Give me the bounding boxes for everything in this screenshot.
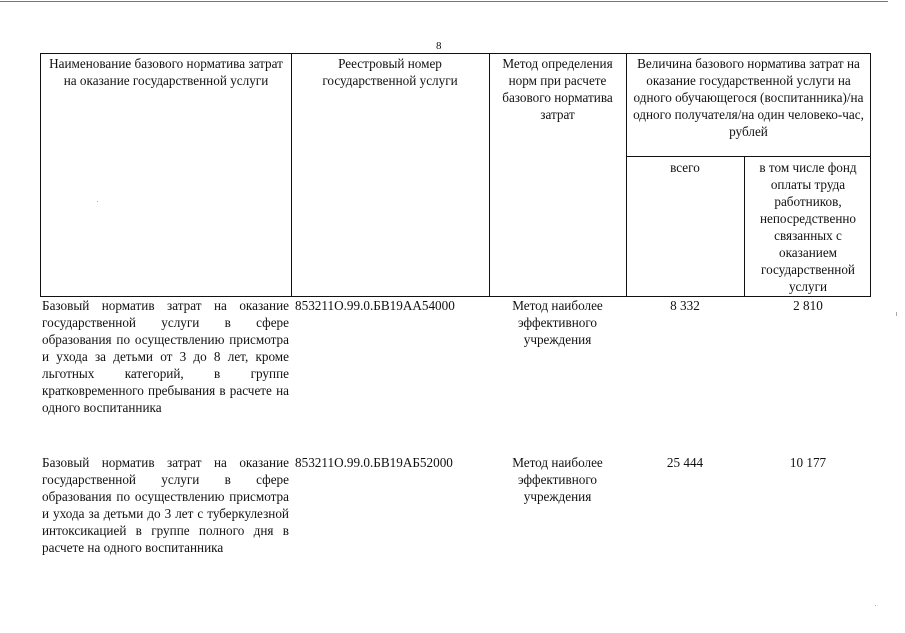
table-border-left bbox=[40, 53, 41, 297]
table-border-right bbox=[870, 53, 871, 297]
row-2-method: Метод наиболее эффективного учреждения bbox=[512, 455, 603, 504]
table-col-divider-3 bbox=[626, 53, 627, 297]
row-1-payroll: 2 810 bbox=[793, 298, 823, 313]
table-col-divider-4 bbox=[744, 156, 745, 297]
row-2-name: Базовый норматив затрат на оказание государственной услуги в сфере образования по осуществлению присмотра и ухода за детьми до 3 лет с туберкулезной интоксикацией в группе полного дня в расчете на одного воспитанника bbox=[42, 455, 289, 555]
scan-speck bbox=[97, 201, 98, 202]
row-2-registry: 853211О.99.0.БВ19АБ52000 bbox=[295, 455, 453, 470]
row-2-payroll: 10 177 bbox=[789, 455, 827, 470]
table-border-top bbox=[40, 53, 871, 54]
row-1-registry: 853211О.99.0.БВ19АА54000 bbox=[295, 298, 455, 313]
header-method: Метод определения норм при расчете базового норматива затрат bbox=[502, 56, 613, 122]
row-1-total: 8 332 bbox=[670, 298, 700, 313]
header-total: всего bbox=[670, 160, 700, 175]
scan-speck bbox=[896, 312, 897, 316]
row-1-method: Метод наиболее эффективного учреждения bbox=[512, 298, 603, 347]
header-cost-standard-name: Наименование базового норматива затрат на оказание государственной услуги bbox=[49, 56, 283, 88]
table-col-divider-2 bbox=[489, 53, 490, 297]
header-payroll: в том числе фонд оплаты труда работников, непосредственно связанных с оказанием государственной услуги bbox=[759, 160, 857, 294]
row-1-name: Базовый норматив затрат на оказание государственной услуги в сфере образования по осуществлению присмотра и ухода за детьми от 3 до 8 лет, кроме льготных категорий, в группе кратковременного пребывания в расчете на одного воспитанника bbox=[42, 298, 289, 415]
page-number: 8 bbox=[436, 40, 442, 52]
table-col-divider-1 bbox=[291, 53, 292, 297]
row-2-total: 25 444 bbox=[666, 455, 704, 470]
header-standard-value: Величина базового норматива затрат на оказание государственной услуги на одного обучающегося (воспитанника)/на одного получателя/на один человеко-час, рублей bbox=[633, 56, 864, 139]
page-top-edge bbox=[0, 1, 888, 2]
scan-speck bbox=[875, 605, 876, 606]
table-subheader-divider bbox=[626, 156, 871, 157]
header-registry-number: Реестровый номер государственной услуги bbox=[322, 56, 458, 88]
